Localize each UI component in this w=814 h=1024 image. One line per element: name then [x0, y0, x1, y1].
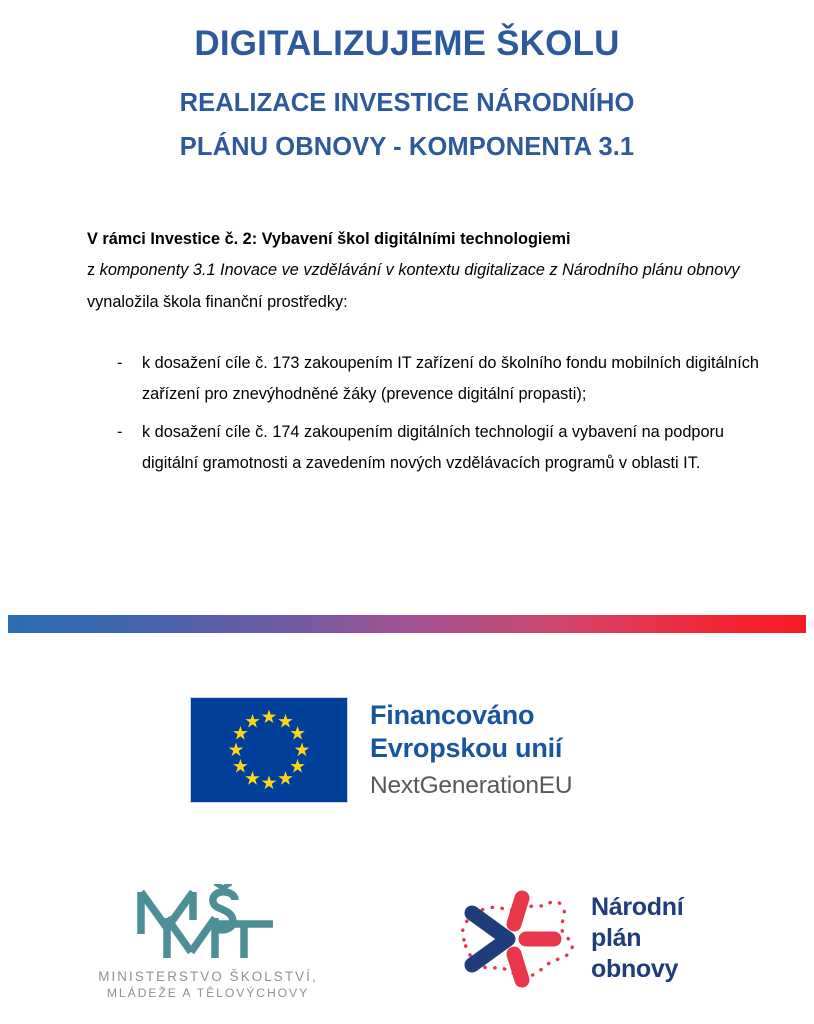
eu-text-line-2: Evropskou unií [370, 733, 563, 764]
lead-plain-1: z [87, 261, 100, 280]
eu-stars-icon [191, 698, 347, 802]
eu-star-icon [278, 714, 292, 728]
page-subtitle [0, 64, 814, 170]
eu-star-icon [245, 771, 259, 785]
eu-star-icon [295, 742, 309, 756]
eu-star-icon [290, 726, 304, 740]
bullet-list [87, 348, 767, 486]
eu-star-icon [233, 726, 247, 740]
eu-star-icon [245, 714, 259, 728]
title-block [0, 24, 814, 170]
eu-text-line-1: Financováno [370, 700, 535, 730]
npo-text-line-2: plán [591, 923, 642, 952]
eu-star-icon [233, 759, 247, 773]
npo-mark-icon [448, 888, 583, 988]
npo-text-line-1: Národní [591, 892, 684, 921]
list-item [87, 417, 767, 480]
lead-plain-2: vynaložila škola finanční prostředky: [87, 292, 348, 311]
msmt-logo [88, 884, 328, 1000]
eu-star-icon [262, 775, 276, 789]
subtitle-line-1: REALIZACE INVESTICE NÁRODNÍHO [179, 89, 635, 118]
bullet-text: k dosažení cíle č. 173 zakoupením IT zařízení do školního fondu mobilních digitálních zařízení pro znevýhodněné žáky (prevence digitální propasti); [142, 354, 759, 404]
npo-logo-text [591, 892, 683, 985]
eu-funding-logo [190, 697, 572, 803]
gradient-divider [8, 615, 806, 633]
page-title: DIGITALIZUJEME ŠKOLU [194, 24, 620, 63]
red-bars-icon [514, 898, 554, 980]
bullet-marker-icon: - [117, 354, 123, 372]
bullet-marker-icon: - [117, 422, 123, 441]
lead-bold-line: V rámci Investice č. 2: Vybavení škol digitálními technologiemi [87, 230, 571, 248]
npo-symbol-icon [448, 888, 583, 988]
lead-paragraph-block [87, 224, 747, 318]
msmt-caption-line-2: MLÁDEŽE A TĚLOVÝCHOVY [106, 986, 310, 1000]
msmt-caption-line-1: MINISTERSTVO ŠKOLSTVÍ, [98, 969, 318, 984]
msmt-monogram-icon [123, 884, 293, 962]
lead-paragraph [87, 224, 747, 318]
eu-star-icon [278, 771, 292, 785]
eu-star-icon [262, 709, 276, 723]
lead-italic-1: komponenty 3.1 Inovace ve vzdělávání v kontextu digitalizace z Národního plánu obnovy [99, 261, 740, 280]
eu-star-icon [229, 742, 243, 756]
chevron-icon [472, 913, 508, 965]
bullet-text: k dosažení cíle č. 174 zakoupením digitálních technologií a vybavení na podporu digitální gramotnosti a zavedením nových vzdělávacích programů v oblasti IT. [142, 422, 724, 473]
list-item [87, 348, 767, 411]
eu-next-generation-label: NextGenerationEU [370, 771, 573, 799]
eu-logo-text [370, 697, 572, 802]
npo-logo [448, 888, 683, 988]
eu-star-icon [290, 759, 304, 773]
eu-flag-icon [190, 697, 348, 803]
subtitle-line-2: PLÁNU OBNOVY - KOMPONENTA 3.1 [179, 133, 635, 162]
npo-text-line-3: obnovy [591, 954, 679, 983]
